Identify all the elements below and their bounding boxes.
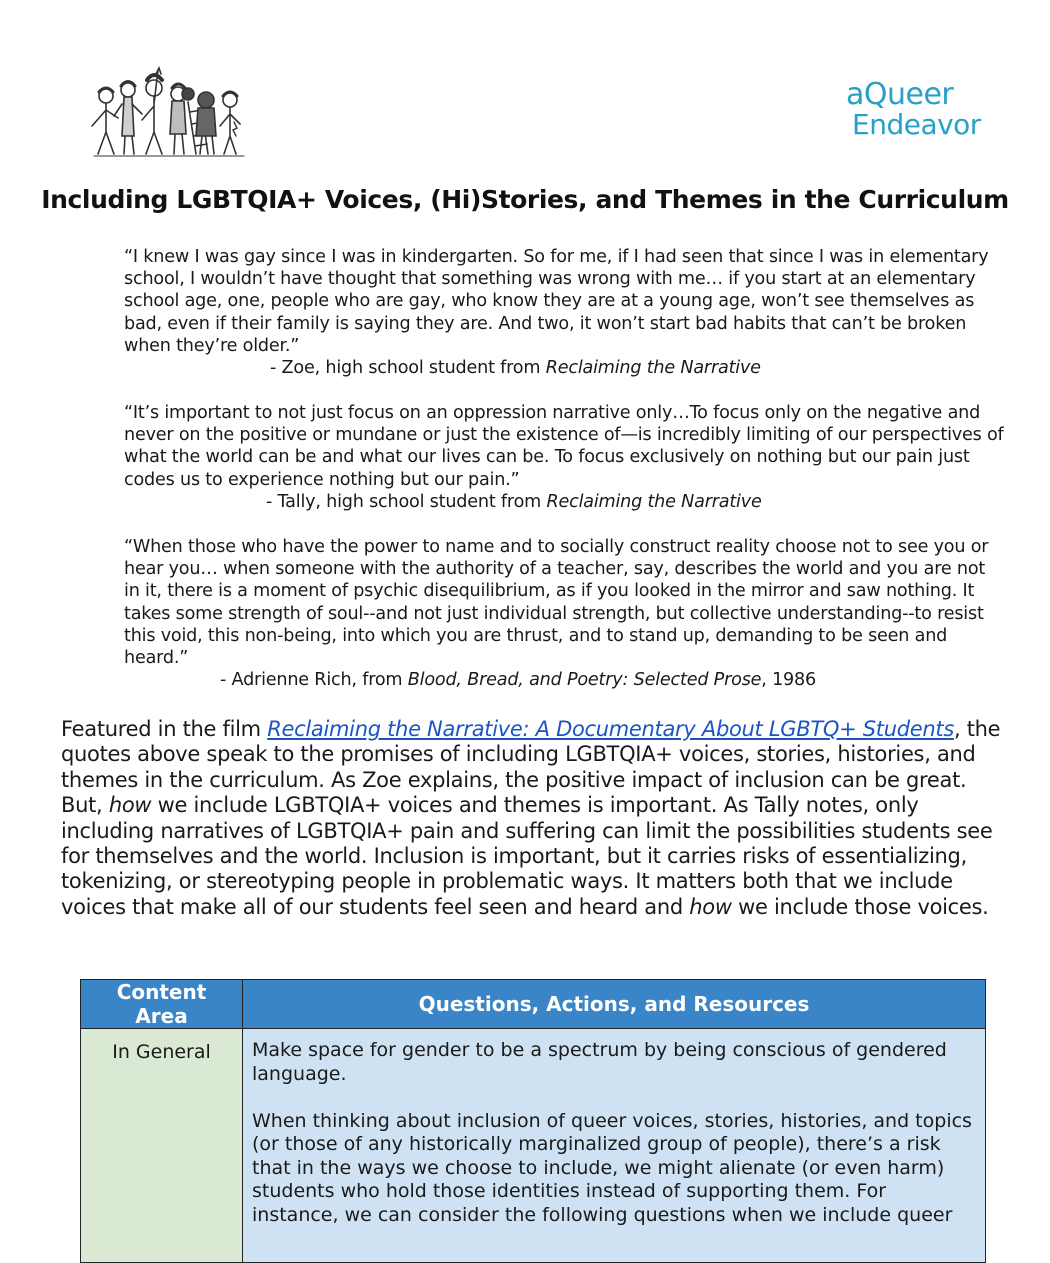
attribution-source: Blood, Bread, and Poetry: Selected Prose xyxy=(407,670,762,691)
emphasis-text: how xyxy=(108,793,152,818)
body-text: we include those voices. xyxy=(731,894,989,919)
quote-zoe xyxy=(124,246,1004,379)
content-area-cell: In General xyxy=(81,1029,243,1263)
column-header-questions: Questions, Actions, and Resources xyxy=(243,980,986,1029)
questions-cell xyxy=(243,1029,986,1263)
attribution-prefix: - Adrienne Rich, from xyxy=(220,670,408,691)
quote-text: “I knew I was gay since I was in kindergarten. So for me, if I had seen that since I was in elementary school, I wouldn’t have thought that something was wrong with me… if you start at an elementary school age, one, people who are gay, who know they are at a young age, won’t see themselves as bad, even if their family is saying they are. And two, it won’t start bad habits that can’t be broken when they’re older.” xyxy=(124,247,989,356)
table-header-row xyxy=(81,980,986,1029)
quote-adrienne-rich xyxy=(124,536,1004,691)
quote-text: “It’s important to not just focus on an oppression narrative only…To focus only on the negative and never on the positive or mundane or just the existence of—is incredibly limiting of our perspectives of what the world can be and what our lives can be. To focus exclusively on nothing but our pain just codes us to experience nothing but our pain.” xyxy=(124,403,1004,490)
column-header-content-area: Content Area xyxy=(81,980,243,1029)
a-queer-endeavor-logo xyxy=(846,77,996,144)
film-link[interactable]: Reclaiming the Narrative: A Documentary About LGBTQ+ Students xyxy=(267,717,954,741)
illustration-logo xyxy=(84,66,274,158)
body-text: , the quotes above speak to the promises of including LGBTQIA+ voices, stories, histories, and themes in the curriculum. As Zoe explains, the positive impact of inclusion can be great. But, xyxy=(61,717,1001,818)
attribution-suffix: , 1986 xyxy=(761,670,817,691)
page-title: Including LGBTQIA+ Voices, (Hi)Stories, and Themes in the Curriculum xyxy=(41,185,1009,214)
attribution-source: Reclaiming the Narrative xyxy=(546,491,762,512)
body-text: we include LGBTQIA+ voices and themes is important. As Tally notes, only including narratives of LGBTQIA+ pain and suffering can limit the possibilities students see for themselves and the world. Inclusion is important, but it carries risks of essentializing, tokenizing, or stereotyping people in problematic ways. It matters both that we include voices that make all of our students feel seen and heard and xyxy=(61,793,993,919)
logo-word-a: a xyxy=(846,77,864,112)
logo-line-1 xyxy=(846,77,996,112)
logo-word-queer: Queer xyxy=(863,77,954,112)
cell-paragraph: Make space for gender to be a spectrum by being conscious of gendered language. xyxy=(252,1039,947,1085)
logo-word-endeavor: Endeavor xyxy=(852,108,981,141)
emphasis-text: how xyxy=(689,894,732,919)
attribution-source: Reclaiming the Narrative xyxy=(545,358,761,379)
attribution-prefix: - Zoe, high school student from xyxy=(270,358,546,379)
content-table xyxy=(80,979,986,1263)
quote-text: “When those who have the power to name and to socially construct reality choose not to see you or hear you… when someone with the authority of a teacher, say, describes the world and you are not in it, there is a moment of psychic disequilibrium, as if you looked in the mirror and saw nothing. It takes some strength of soul--and not just individual strength, but collective understanding--to resist this void, this non-being, into which you are thrust, and to stand up, demanding to be seen and heard.” xyxy=(124,537,989,669)
attribution-prefix: - Tally, high school student from xyxy=(266,491,547,512)
table-row xyxy=(81,1029,986,1263)
quote-attribution xyxy=(124,491,1004,513)
people-drawing-icon xyxy=(84,66,274,158)
intro-paragraph xyxy=(61,717,1001,920)
quote-tally xyxy=(124,402,1004,513)
quote-attribution xyxy=(124,357,1004,379)
body-text: Featured in the film xyxy=(61,717,268,741)
cell-paragraph: When thinking about inclusion of queer voices, stories, histories, and topics (or those of any historically marginalized group of people), there’s a risk that in the ways we choose to include, we might alienate (or even harm) students who hold those identities instead of supporting them. For instance, we can consider the following questions when we include queer xyxy=(252,1109,972,1226)
quote-attribution xyxy=(124,669,1004,691)
